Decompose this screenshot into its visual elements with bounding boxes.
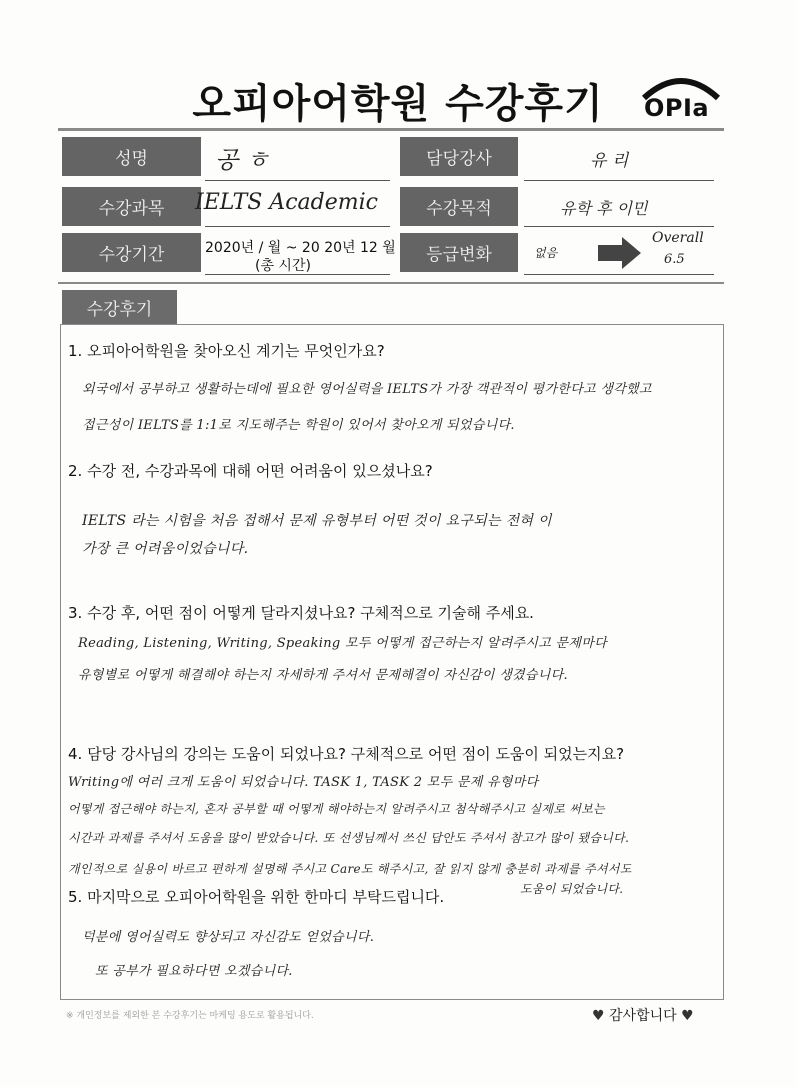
header-divider: [58, 128, 724, 131]
period-line1: 2020년 / 월 ~ 20 20년 12 월: [205, 240, 396, 256]
purpose-value: 유학 후 이민: [560, 199, 648, 218]
academy-logo: [640, 72, 722, 128]
thanks-text: 감사합니다: [609, 1008, 677, 1024]
question-1: 1. 오피아어학원을 찾아오신 계기는 무엇인가요?: [68, 342, 385, 360]
answer-2-line-2: 가장 큰 어려움이었습니다.: [82, 541, 249, 557]
heart-icon: ♥: [681, 1008, 694, 1024]
answer-3-line-2: 유형별로 어떻게 해결해야 하는지 자세하게 주셔서 문제해결이 자신감이 생겼습니다.: [78, 668, 568, 683]
privacy-note: ※ 개인정보를 제외한 본 수강후기는 마케팅 용도로 활용됩니다.: [66, 1011, 314, 1021]
grade-before-value: 없음: [534, 246, 558, 260]
purpose-underline: [524, 226, 714, 227]
answer-3-line-1: Reading, Listening, Writing, Speaking 모두 어떻게 접근하는지 알려주시고 문제마다: [78, 636, 607, 651]
page-title: 오피아어학원 수강후기: [192, 81, 604, 127]
answer-5-line-2: 또 공부가 필요하다면 오겠습니다.: [95, 964, 293, 979]
review-tab: 수강후기: [62, 290, 177, 324]
answer-4-line-2: 어떻게 접근해야 하는지, 혼자 공부할 때 어떻게 해야하는지 알려주시고 첨삭해주시고 실제로 써보는: [68, 802, 605, 816]
teacher-label: 담당강사: [400, 137, 518, 176]
grade-label: 등급변화: [400, 233, 518, 272]
answer-2-line-1: IELTS 라는 시험을 처음 접해서 문제 유형부터 어떤 것이 요구되는 전혀 이: [82, 513, 552, 529]
question-2: 2. 수강 전, 수강과목에 대해 어떤 어려움이 있으셨나요?: [68, 462, 433, 480]
purpose-label: 수강목적: [400, 187, 518, 226]
period-line2: (총 시간): [255, 258, 311, 274]
answer-5-line-1: 덕분에 영어실력도 향상되고 자신감도 얻었습니다.: [82, 930, 375, 945]
logo-text: OPIa: [644, 94, 710, 122]
course-label: 수강과목: [62, 187, 201, 226]
answer-4-line-1: Writing에 여러 크게 도움이 되었습니다. TASK 1, TASK 2 모두 문제 유형마다: [68, 775, 539, 790]
answer-4-line-5: 도움이 되었습니다.: [520, 882, 624, 896]
course-underline: [205, 226, 390, 227]
teacher-underline: [524, 180, 714, 181]
period-underline: [205, 274, 390, 275]
answer-1-line-2: 접근성이 IELTS를 1:1로 지도해주는 학원이 있어서 찾아오게 되었습니다.: [82, 418, 515, 433]
answer-1-line-1: 외국에서 공부하고 생활하는데에 필요한 영어실력을 IELTS가 가장 객관적이 평가한다고 생각했고: [82, 382, 652, 397]
question-5: 5. 마지막으로 오피아어학원을 위한 한마디 부탁드립니다.: [68, 888, 445, 906]
heart-icon: ♥: [592, 1008, 605, 1024]
arrow-right-icon: [598, 236, 642, 270]
name-label: 성명: [62, 137, 201, 176]
teacher-value: 유 리: [590, 151, 629, 171]
answer-4-line-3: 시간과 과제를 주셔서 도움을 많이 받았습니다. 또 선생님께서 쓰신 답안도 주셔서 참고가 많이 됐습니다.: [68, 831, 630, 845]
name-value: 공 ㅎ: [215, 146, 269, 174]
grade-after-line2: 6.5: [664, 252, 685, 267]
course-value: IELTS Academic: [195, 190, 378, 215]
info-divider: [58, 282, 724, 284]
answer-4-line-4: 개인적으로 실용이 바르고 편하게 설명해 주시고 Care도 해주시고, 잘 읽지 않게 충분히 과제를 주셔서도: [68, 862, 632, 876]
grade-after-line1: Overall: [652, 230, 704, 246]
name-underline: [205, 180, 390, 181]
period-label: 수강기간: [62, 233, 201, 272]
thanks-text-group: [592, 1005, 694, 1025]
question-3: 3. 수강 후, 어떤 점이 어떻게 달라지셨나요? 구체적으로 기술해 주세요.: [68, 604, 534, 622]
question-4: 4. 담당 강사님의 강의는 도움이 되었나요? 구체적으로 어떤 점이 도움이 되었는지요?: [68, 745, 625, 763]
grade-underline: [524, 274, 714, 275]
